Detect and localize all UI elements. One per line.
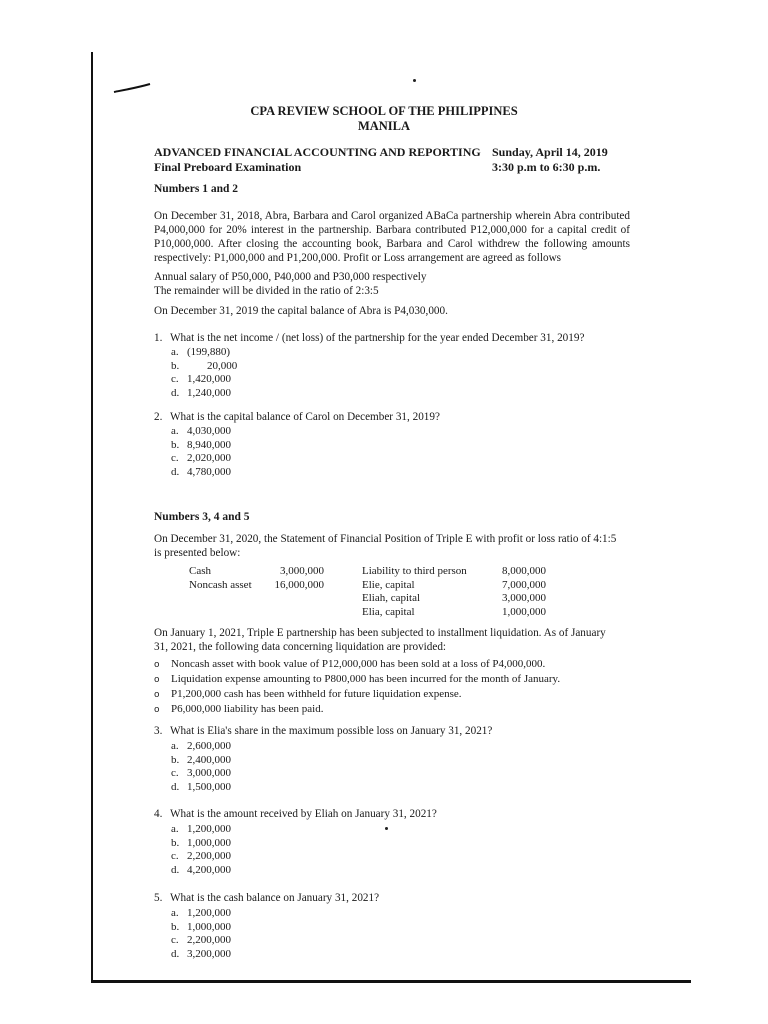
sfp-asset-values <box>264 565 324 592</box>
question-4-choices <box>171 823 231 877</box>
scan-speck <box>413 79 416 82</box>
choice-letter: b. <box>171 359 180 372</box>
question-2-choices <box>171 425 231 479</box>
choice-letter: a. <box>171 907 179 919</box>
question-5 <box>154 891 379 905</box>
sfp-liability-value: 1,000,000 <box>502 605 546 618</box>
choice-value: 1,200,000 <box>187 907 231 919</box>
choice-letter: b. <box>171 836 180 849</box>
sfp-liability-values <box>488 565 546 619</box>
section2-intro-line-1: On December 31, 2020, the Statement of Financial Position of Triple E with profit or loss ratio of 4:1:5 <box>154 533 617 545</box>
choice-value: 4,780,000 <box>187 465 231 478</box>
choice-item <box>171 754 231 768</box>
choice-value: 2,020,000 <box>187 452 231 465</box>
choice-value: 1,000,000 <box>187 836 231 849</box>
choice-letter: c. <box>171 767 179 780</box>
question-text: What is the net income / (net loss) of the partnership for the year ended December 31, 2019? <box>170 332 585 344</box>
pen-mark-icon <box>112 82 152 96</box>
choice-letter: d. <box>171 465 180 478</box>
sfp-liability-value: 8,000,000 <box>502 565 546 577</box>
choice-item <box>171 360 237 374</box>
choice-item <box>171 439 231 453</box>
bullet-text: P1,200,000 cash has been withheld for future liquidation expense. <box>171 688 462 700</box>
choice-item <box>171 921 231 935</box>
question-3 <box>154 724 492 738</box>
choice-letter: a. <box>171 425 179 437</box>
question-number: 5. <box>154 892 163 904</box>
liquidation-line-2: 31, 2021, the following data concerning liquidation are provided: <box>154 641 447 653</box>
choice-value: 1,000,000 <box>187 920 231 933</box>
choice-item <box>171 864 231 878</box>
scan-edge-bottom <box>91 980 691 983</box>
sfp-liability-label: Elia, capital <box>362 605 415 618</box>
choice-value: 20,000 <box>207 359 238 372</box>
choice-value: 1,200,000 <box>187 823 231 835</box>
choice-letter: c. <box>171 934 179 947</box>
choice-letter: b. <box>171 753 180 766</box>
section1-line-capital: On December 31, 2019 the capital balance of Abra is P4,030,000. <box>154 305 448 317</box>
choice-letter: c. <box>171 373 179 386</box>
liquidation-bullets <box>154 657 560 717</box>
exam-type: Final Preboard Examination <box>154 160 302 174</box>
choice-value: 2,200,000 <box>187 934 231 947</box>
bullet-circle-icon: o <box>154 690 160 700</box>
choice-value: 2,600,000 <box>187 740 231 752</box>
question-text: What is Elia's share in the maximum possible loss on January 31, 2021? <box>170 725 493 737</box>
school-city: MANILA <box>357 119 411 133</box>
choice-item <box>171 740 231 754</box>
sfp-liability-labels <box>362 565 467 619</box>
choice-item <box>171 425 231 439</box>
section-title-1: Numbers 1 and 2 <box>154 183 239 195</box>
choice-item <box>171 823 231 837</box>
choice-letter: a. <box>171 740 179 752</box>
section2-intro-line-2: is presented below: <box>154 547 241 559</box>
exam-time: 3:30 p.m to 6:30 p.m. <box>492 160 601 174</box>
question-5-choices <box>171 907 231 961</box>
question-1 <box>154 331 584 345</box>
section1-line-salary: Annual salary of P50,000, P40,000 and P30,000 respectively <box>154 271 427 283</box>
bullet-item <box>154 687 560 702</box>
sfp-asset-labels <box>189 565 252 592</box>
choice-letter: a. <box>171 823 179 835</box>
sfp-asset-label: Cash <box>189 565 211 577</box>
question-2 <box>154 410 440 424</box>
question-4 <box>154 807 437 821</box>
choice-letter: d. <box>171 863 180 876</box>
question-3-choices <box>171 740 231 794</box>
question-1-choices <box>171 346 237 400</box>
choice-item <box>171 781 231 795</box>
choice-item <box>171 346 237 360</box>
bullet-text: Liquidation expense amounting to P800,000 has been incurred for the month of January. <box>171 673 561 685</box>
bullet-text: Noncash asset with book value of P12,000,000 has been sold at a loss of P4,000,000. <box>171 658 546 670</box>
choice-value: 4,030,000 <box>187 425 231 437</box>
sfp-asset-value: 16,000,000 <box>274 578 324 591</box>
bullet-item <box>154 702 560 717</box>
choice-value: 4,200,000 <box>187 863 231 876</box>
choice-value: 1,500,000 <box>187 780 231 793</box>
choice-letter: d. <box>171 386 180 399</box>
choice-letter: d. <box>171 947 180 960</box>
exam-subject: ADVANCED FINANCIAL ACCOUNTING AND REPORTING <box>154 145 481 159</box>
scan-edge-left <box>91 52 93 980</box>
choice-letter: d. <box>171 780 180 793</box>
choice-value: 2,400,000 <box>187 753 231 766</box>
liquidation-line-1: On January 1, 2021, Triple E partnership has been subjected to installment liquidation. As of January <box>154 627 606 639</box>
sfp-liability-value: 3,000,000 <box>502 592 546 605</box>
choice-item <box>171 373 237 387</box>
sfp-liability-label: Eliah, capital <box>362 592 421 605</box>
choice-item <box>171 387 237 401</box>
exam-info-left <box>154 145 481 175</box>
choice-letter: c. <box>171 850 179 863</box>
question-number: 3. <box>154 725 163 737</box>
choice-letter: b. <box>171 920 180 933</box>
exam-date: Sunday, April 14, 2019 <box>492 145 608 159</box>
bullet-text: P6,000,000 liability has been paid. <box>171 703 324 715</box>
choice-value: 1,420,000 <box>187 373 231 386</box>
question-number: 2. <box>154 411 163 423</box>
sfp-asset-value: 3,000,000 <box>280 565 324 577</box>
exam-info-right <box>492 145 608 175</box>
choice-value: (199,880) <box>187 346 231 358</box>
choice-item <box>171 466 231 480</box>
section1-paragraph: On December 31, 2018, Abra, Barbara and Carol organized ABaCa partnership wherein Abra contributed P4,000,000 for 20% interest in the partnership. Barbara contributed P12,000,000 for a capital credit of P10,000,000. After closing the accounting book, Barbara and Carol withdrew the following amounts respectively: P1,000,000 and P1,200,000. Profit or Loss arrangement are agreed as follows <box>154 210 630 264</box>
sfp-liability-label: Liability to third person <box>362 565 467 577</box>
bullet-item <box>154 672 560 687</box>
sfp-liability-label: Elie, capital <box>362 578 415 591</box>
choice-item <box>171 452 231 466</box>
choice-value: 3,200,000 <box>187 947 231 960</box>
choice-item <box>171 850 231 864</box>
choice-letter: c. <box>171 452 179 465</box>
choice-value: 8,940,000 <box>187 438 231 451</box>
bullet-item <box>154 657 560 672</box>
sfp-asset-label: Noncash asset <box>189 578 252 591</box>
choice-item <box>171 767 231 781</box>
choice-item <box>171 907 231 921</box>
choice-letter: b. <box>171 438 180 451</box>
choice-item <box>171 948 231 962</box>
scan-speck <box>385 827 388 830</box>
section-title-2: Numbers 3, 4 and 5 <box>154 511 250 523</box>
question-number: 4. <box>154 808 163 820</box>
choice-item <box>171 934 231 948</box>
question-text: What is the cash balance on January 31, 2021? <box>170 892 380 904</box>
question-number: 1. <box>154 332 163 344</box>
choice-letter: a. <box>171 346 179 358</box>
choice-value: 1,240,000 <box>187 386 231 399</box>
choice-item <box>171 837 231 851</box>
bullet-circle-icon: o <box>154 675 160 685</box>
school-name: CPA REVIEW SCHOOL OF THE PHILIPPINES <box>250 104 518 118</box>
section1-line-ratio: The remainder will be divided in the ratio of 2:3:5 <box>154 285 379 297</box>
choice-value: 3,000,000 <box>187 767 231 780</box>
bullet-circle-icon: o <box>154 705 160 715</box>
question-text: What is the amount received by Eliah on January 31, 2021? <box>170 808 437 820</box>
question-text: What is the capital balance of Carol on December 31, 2019? <box>170 411 440 423</box>
sfp-liability-value: 7,000,000 <box>502 578 546 591</box>
bullet-circle-icon: o <box>154 660 160 670</box>
choice-value: 2,200,000 <box>187 850 231 863</box>
